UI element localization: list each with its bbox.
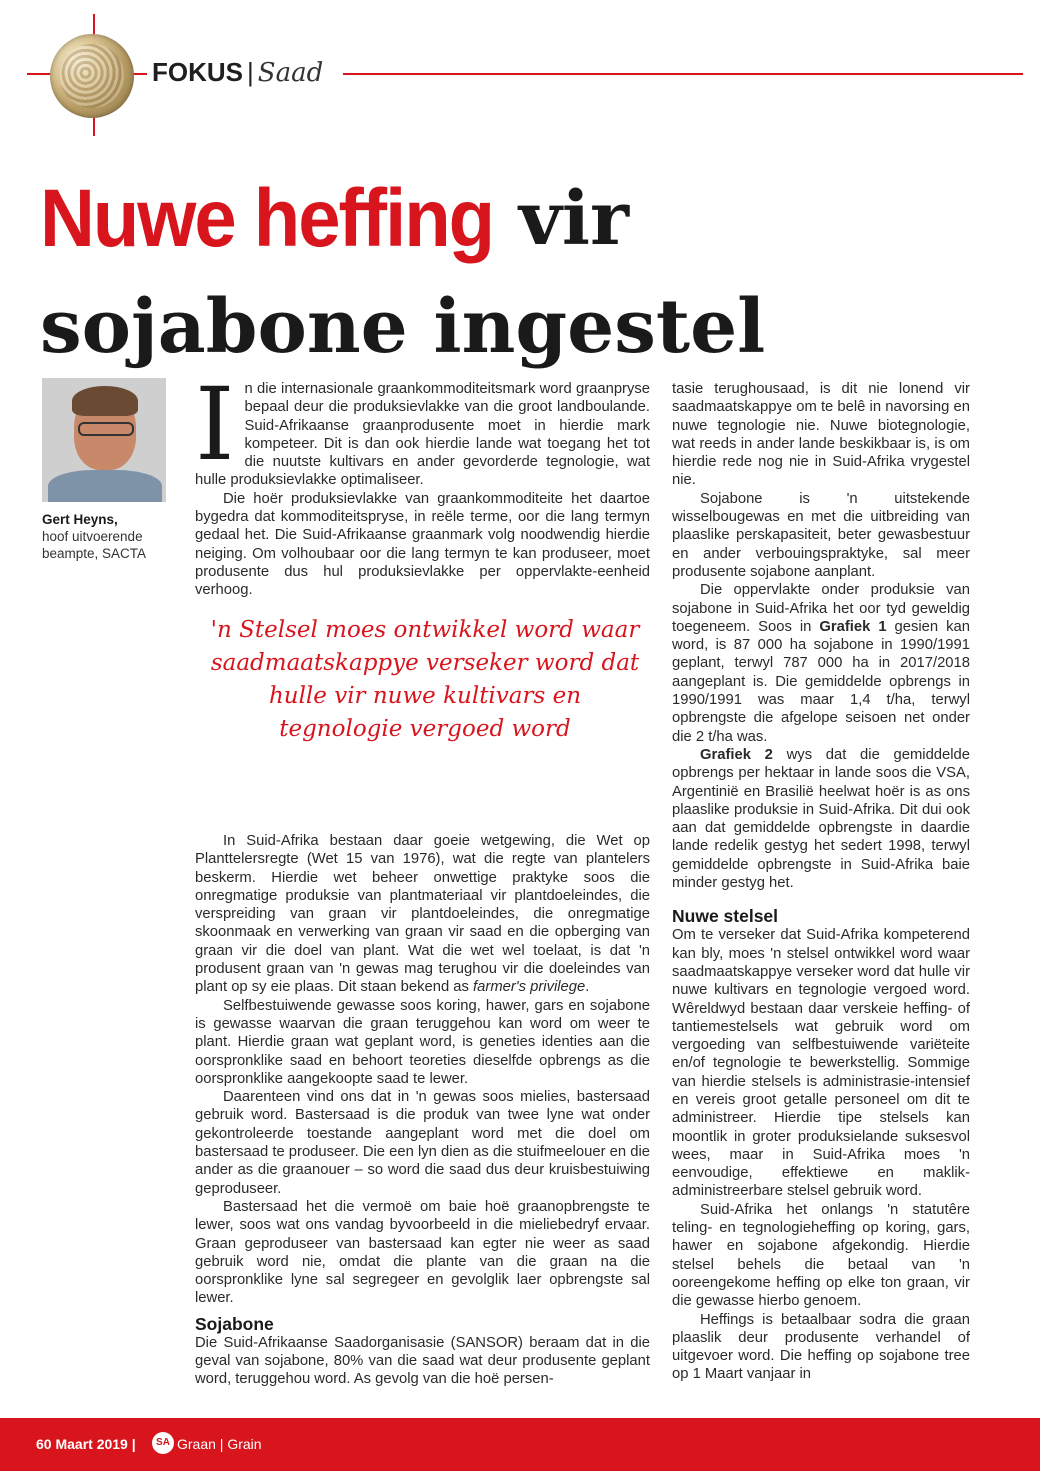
chart-ref: Grafiek 2 — [700, 746, 773, 763]
sa-logo-icon: SA — [152, 1432, 174, 1454]
column-1-top — [195, 366, 650, 600]
footer-bar — [0, 1418, 1040, 1471]
paragraph: Die oppervlakte onder produksie van sojabone in Suid-Afrika het oor tyd geweldig toegeneem. Soos in Grafiek 1 gesien kan word, is 87 000 ha sojabone in 1990/1991 geplant, terwyl 787 000 ha in 2017/2018 aangeplant is. Die gemiddelde opbrengs in 1990/1991 was maar 1,4 t/ha, terwyl opbrengste die afgelope seisoen net onder die 2 t/ha was. — [672, 582, 970, 745]
header-rule-right — [343, 73, 1023, 75]
paragraph: tasie terughousaad, is dit nie lonend vir saadmaatskappye om te belê in navorsing en nuwe tegnologie nie. Nuwe biotegnologie, wat reeds in ander lande beskikbaar is, is om hierdie rede nog nie in Suid-Afrika vrygestel nie. — [672, 381, 970, 489]
italic-term: farmer's privilege — [473, 979, 586, 996]
paragraph: Bastersaad het die vermoë om baie hoë graanopbrengste te lewer, soos wat ons vandag byvoorbeeld in die mieliebedryf ervaar. Graan geproduseer van bastersaad kan egter nie weer as saad gebruik word nie, omdat die plante van die graan na die oorspronklike lyne sal segregeer en gevolglik laer opbrengste sal lewer. — [195, 1198, 650, 1307]
paragraph: In Suid-Afrika bestaan daar goeie wetgewing, die Wet op Planttelersregte (Wet 15 van 1976), wat die regte van plantelers beskerm. Hierdie wet beheer onwettige praktyke soos die onregmatige produksie van plantmateriaal vir plantdoeleindes, die verspreiding van graan vir plantdoeleindes, die onregmatige skoonmaak en verwerking van graan vir saad en die opberging van graan vir die doel van plant. Wat die wet wel toelaat, is dat 'n produsent graan van 'n gewas mag terughou vir die doeleindes van plant op sy eie plaas. Dit staan bekend as farmer's privilege. — [195, 833, 650, 996]
title-line2: sojabone ingestel — [40, 284, 766, 370]
paragraph: Om te verseker dat Suid-Afrika kompeterend kan bly, moes 'n stelsel ontwikkel word waar saadmaatskappye verseker word dat hulle vir nuwe kultivars en tegnologie vergoed word. Wêreldwyd bestaan daar verskeie heffing- of tantiemestelsels wat gebruik word om vergoeding van selfbestuiwende variëteite en/of tegnologie te bewerkstellig. Sommige van hierdie stelsels is administrasie-intensief en vereis groot getalle personeel om dit te administreer. Hierdie tipe stelsels kan moontlik in groter produksielande suksesvol wees, maar in Suid-Afrika moes 'n eenvoudige, effektiewe en maklik-administreerbare stelsel gebruik word. — [672, 927, 970, 1200]
column-2 — [672, 380, 970, 1384]
subheading-sojabone: Sojabone — [195, 1313, 274, 1334]
pull-quote: 'n Stelsel moes ontwikkel word waar saadmaatskappye verseker word dat hulle vir nuwe kultivars en tegnologie vergoed word — [210, 617, 640, 742]
author-role: hoof uitvoerende beampte, SACTA — [42, 529, 147, 561]
title-highlight: Nuwe heffing — [40, 172, 494, 265]
author-name: Gert Heyns, — [42, 512, 118, 527]
drop-cap: I — [195, 366, 235, 483]
footer-brand: Graan | Grain — [177, 1436, 262, 1452]
author-caption — [42, 511, 172, 562]
seed-photo-icon — [50, 34, 134, 118]
paragraph: n die internasionale graankommoditeitsmark word graanpryse bepaal deur die produksievlakke van die groot landboulande. Suid-Afrikaanse graanprodusente moet in hierdie mark kompeteer. Dit is dan ook hierdie lande wat toegang het tot die nuutste kultivars en ander gevorderde tegnologie, wat hulle produksievlakke optimaliseer. — [195, 381, 650, 489]
author-photo — [42, 378, 166, 502]
column-1-bottom — [195, 832, 650, 1389]
paragraph: Sojabone is 'n uitstekende wisselbougewas en met die uitbreiding van plaaslike perskapasiteit, beter gewasbestuur en ander verbouingspraktyke, sal meer produsente sojabone aanplant. — [672, 490, 970, 580]
chart-ref: Grafiek 1 — [819, 618, 887, 635]
paragraph: Grafiek 2 wys dat die gemiddelde opbrengs per hektaar in lande soos die VSA, Argentinië en Brasilië heelwat hoër is as ons plaaslike produksie in Suid-Afrika. Dit dui ook aan dat gemiddelde opbrengste in daardie lande redelik gestyg het sedert 1998, terwyl gemiddelde opbrengste in Suid-Afrika baie minder gestyg het. — [672, 746, 970, 892]
section-kicker — [152, 55, 323, 90]
subsection-name: Saad — [257, 58, 324, 88]
title-line1-rest: vir — [518, 176, 629, 262]
paragraph: Suid-Afrika het onlangs 'n statutêre teling- en tegnologieheffing op koring, gars, hawer en sojabone afgekondig. Hierdie stelsel behels die betaal van 'n ooreengekome heffing op elke ton graan, vir die gewasse hierbo genoem. — [672, 1201, 970, 1310]
paragraph: Die Suid-Afrikaanse Saadorganisasie (SANSOR) beraam dat in die geval van sojabone, 80% van die saad wat deur produsente geplant word, teruggehou word. As gevolg van die hoë persen- — [195, 1334, 650, 1388]
paragraph: Die hoër produksievlakke van graankommoditeite het daartoe bygedra dat kommoditeitspryse, in reële terme, oor die lang termyn gedaal het. Die Suid-Afrikaanse graanmark volg noodwendig hierdie neiging. Om volhoubaar oor die lang termyn te kan produseer, moet produsente dus hul produksievlakke per oppervlakte-eenheid verhoog. — [195, 490, 650, 599]
kicker-separator: | — [247, 57, 254, 87]
paragraph: Heffings is betaalbaar sodra die graan plaaslik deur produsente verhandel of uitgevoer word. Die heffing op sojabone tree op 1 Maart vanjaar in — [672, 1311, 970, 1383]
paragraph: Selfbestuiwende gewasse soos koring, hawer, gars en sojabone is gewasse waarvan die graan teruggehou kan word om weer te plant. Hierdie graan wat geplant word, is geneties identies aan die oorspronklike saad en behoort teoreties dieselfde opbrengs as die oorspronklike aangekoopte saad te lewer. — [195, 997, 650, 1087]
section-name: FOKUS — [152, 57, 243, 87]
paragraph: Daarenteen vind ons dat in 'n gewas soos mielies, bastersaad gebruik word. Bastersaad is die produk van twee lyne wat onder gekontroleerde toestande aangeplant word met die doel om bastersaad te produseer. Die een lyn dien as die stuifmeelouer en die ander as die graanouer – so word die saad dus deur kruisbestuiwing geproduseer. — [195, 1089, 650, 1197]
subheading-nuwe-stelsel: Nuwe stelsel — [672, 906, 779, 927]
footer-page-date: 60 Maart 2019 | — [36, 1436, 136, 1452]
article-title — [40, 165, 1000, 381]
